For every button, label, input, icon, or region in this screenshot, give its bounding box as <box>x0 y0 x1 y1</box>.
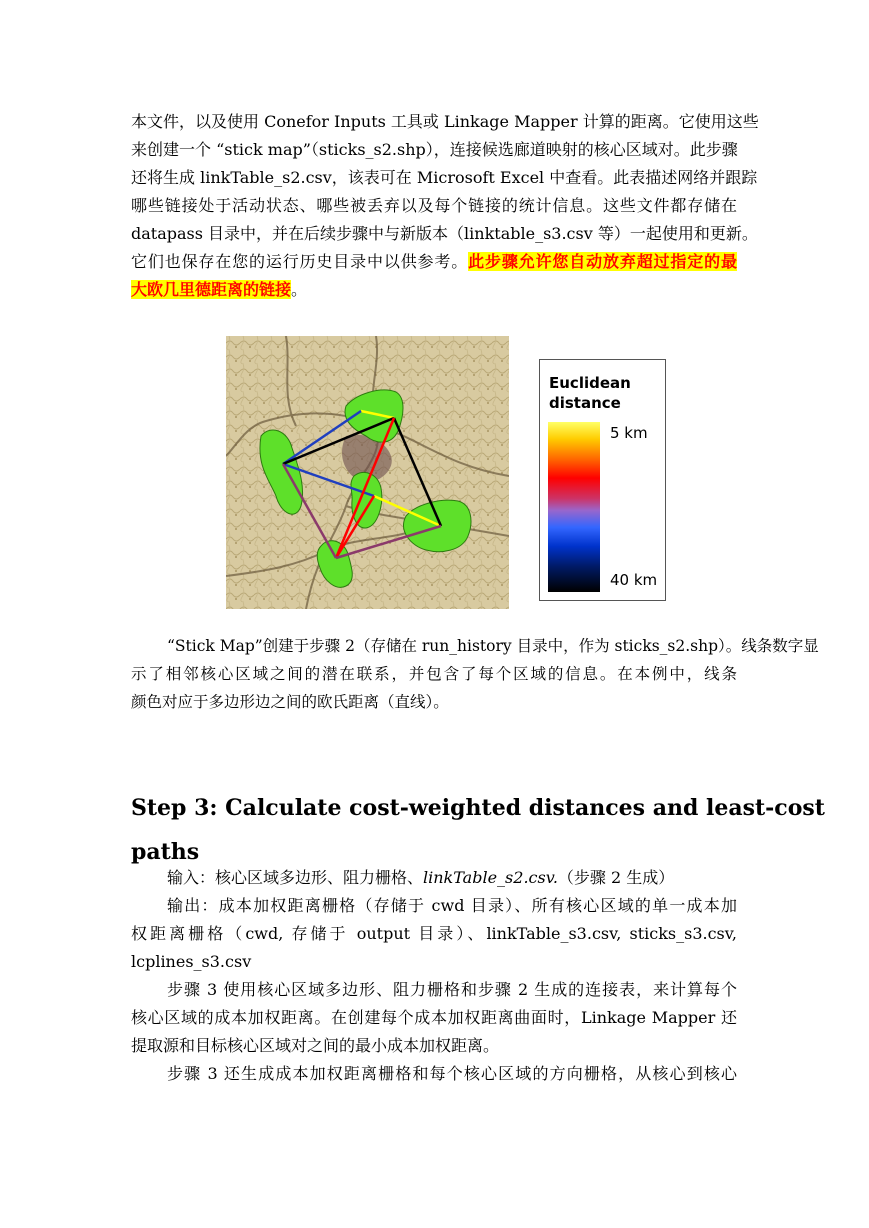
p3-line-1: 步骤 3 使用核心区域多边形、阻力栅格和步骤 2 生成的连接表，来计算每个 <box>167 980 737 999</box>
legend-label-bottom: 40 km <box>610 571 658 589</box>
caption-line-3: 颜色对应于多边形边之间的欧氏距离（直线）。 <box>131 693 449 711</box>
legend-title-line-2: distance <box>549 394 621 412</box>
intro-line-2: 来创建一个 “stick map”（sticks_s2.shp），连接候选廊道映射的核心区域对。此步骤 <box>131 140 738 159</box>
heading-line-1: Step 3: Calculate cost-weighted distances and least-cost <box>131 795 825 821</box>
legend-label-top: 5 km <box>610 424 648 442</box>
intro-line-3: 还将生成 linkTable_s2.csv，该表可在 Microsoft Excel 中查看。此表描述网络并跟踪 <box>131 168 758 187</box>
output-line-3: lcplines_s3.csv <box>131 952 252 971</box>
input-prefix: 输入：核心区域多边形、阻力栅格、 <box>167 868 424 887</box>
highlight-text-2: 大欧几里德距离的链接 <box>131 280 292 299</box>
output-line-1: 输出：成本加权距离栅格（存储于 cwd 目录）、所有核心区域的单一成本加 <box>167 896 737 915</box>
intro-line-7 <box>131 276 737 304</box>
step3-body <box>131 864 737 1088</box>
caption-line-2: 示了相邻核心区域之间的潜在联系，并包含了每个区域的信息。在本例中，线条 <box>131 665 737 683</box>
p3-line-2: 核心区域的成本加权距离。在创建每个成本加权距离曲面时，Linkage Mapper 还 <box>131 1008 737 1027</box>
output-line-2: 权距离栅格（cwd, 存储于 output 目录）、linkTable_s3.csv, sticks_s3.csv, <box>131 924 737 943</box>
input-suffix: （步骤 2 生成） <box>557 868 675 887</box>
distance-legend <box>539 359 666 601</box>
intro-line-6 <box>131 248 737 276</box>
figure-caption <box>131 632 819 716</box>
legend-title <box>549 373 631 413</box>
input-line <box>131 864 737 892</box>
intro-line-1: 本文件，以及使用 Conefor Inputs 工具或 Linkage Mapper 计算的距离。它使用这些 <box>131 112 759 131</box>
intro-line-5: datapass 目录中，并在后续步骤中与新版本（linktable_s3.csv 等）一起使用和更新。 <box>131 224 758 243</box>
p4-line-1: 步骤 3 还生成成本加权距离栅格和每个核心区域的方向栅格，从核心到核心 <box>167 1064 737 1083</box>
section-heading <box>131 786 825 874</box>
highlight-text-1: 此步骤允许您自动放弃超过指定的最 <box>468 252 737 271</box>
input-file: linkTable_s2.csv. <box>423 868 558 887</box>
caption-line-1: “Stick Map”创建于步骤 2（存储在 run_history 目录中，作为 sticks_s2.shp）。线条数字显 <box>167 637 819 655</box>
intro-line-6-plain: 它们也保存在您的运行历史目录中以供参考。 <box>131 252 469 271</box>
legend-color-ramp <box>548 422 600 592</box>
stick-map-figure <box>226 336 509 609</box>
p3-line-3: 提取源和目标核心区域对之间的最小成本加权距离。 <box>131 1036 500 1055</box>
intro-line-7-end: 。 <box>291 280 308 299</box>
intro-paragraph <box>131 108 759 304</box>
legend-title-line-1: Euclidean <box>549 374 631 392</box>
heading-line-2: paths <box>131 839 200 865</box>
intro-line-4: 哪些链接处于活动状态、哪些被丢弃以及每个链接的统计信息。这些文件都存储在 <box>131 196 737 215</box>
